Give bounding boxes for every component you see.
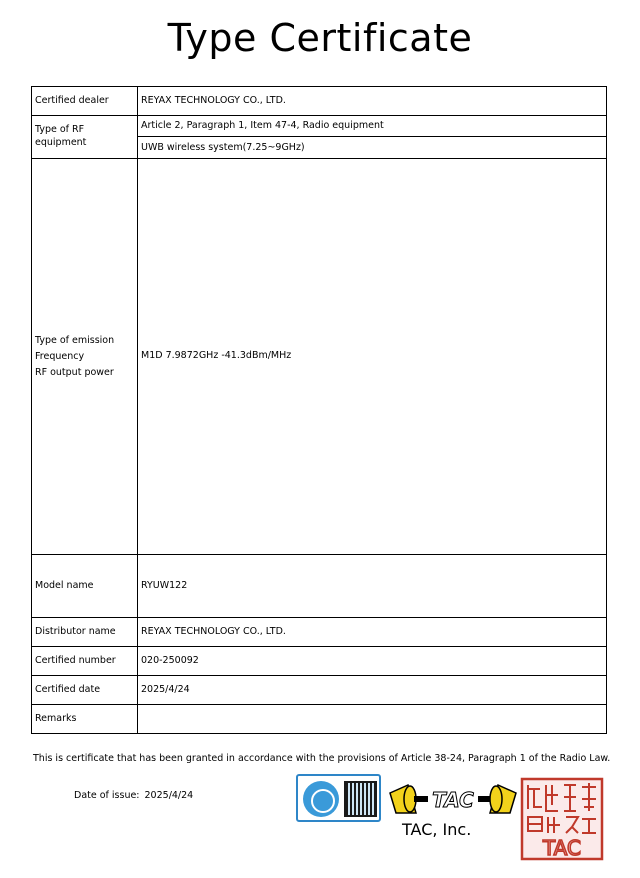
rf-equipment-system: UWB wireless system(7.25~9GHz) [141,142,305,153]
certified-dealer-label: Certified dealer [32,87,138,116]
emission-value: M1D 7.9872GHz -41.3dBm/MHz [138,159,607,555]
type-of-emission-label: Type of emission [35,334,115,346]
table-row [32,87,607,116]
certified-date-label: Certified date [32,676,138,705]
rf-equipment-article: Article 2, Paragraph 1, Item 47-4, Radio equipment [138,116,606,137]
tac-logo-text: TAC [432,788,474,812]
certified-number-value: 020-250092 [138,647,607,676]
frequency-label: Frequency [35,350,85,362]
table-row [32,676,607,705]
table-row [32,618,607,647]
table-row [32,705,607,734]
issuer-name: TAC, Inc. [402,820,472,839]
issue-date-line [74,790,198,801]
certified-date-value: 2025/4/24 [138,676,607,705]
remarks-value [138,705,607,734]
issue-date-value: 2025/4/24 [144,790,194,801]
distributor-name-value: REYAX TECHNOLOGY CO., LTD. [138,618,607,647]
certificate-statement: This is certificate that has been granted in accordance with the provisions of Article 38-24, Paragraph 1 of the Radio Law. [33,753,611,764]
company-seal [520,777,604,861]
seal-text: TAC [543,836,581,860]
emission-label [32,159,138,555]
table-row [32,555,607,618]
table-row [32,647,607,676]
model-name-value: RYUW122 [138,555,607,618]
rf-equipment-label: Type of RF equipment [32,116,138,159]
qr-code-badge [296,774,381,822]
table-row [32,159,607,555]
remarks-label: Remarks [32,705,138,734]
tac-logo [388,783,518,815]
table-row [32,116,607,159]
certified-number-label: Certified number [32,647,138,676]
certification-logo-icon [303,781,339,817]
rf-equipment-value [138,116,607,159]
model-name-label: Model name [32,555,138,618]
qr-code-icon [344,781,377,817]
certified-dealer-value: REYAX TECHNOLOGY CO., LTD. [138,87,607,116]
issue-date-label: Date of issue: [74,790,140,801]
certificate-table [31,86,607,734]
rf-output-power-label: RF output power [35,366,114,378]
page-title: Type Certificate [167,16,473,60]
distributor-name-label: Distributor name [32,618,138,647]
